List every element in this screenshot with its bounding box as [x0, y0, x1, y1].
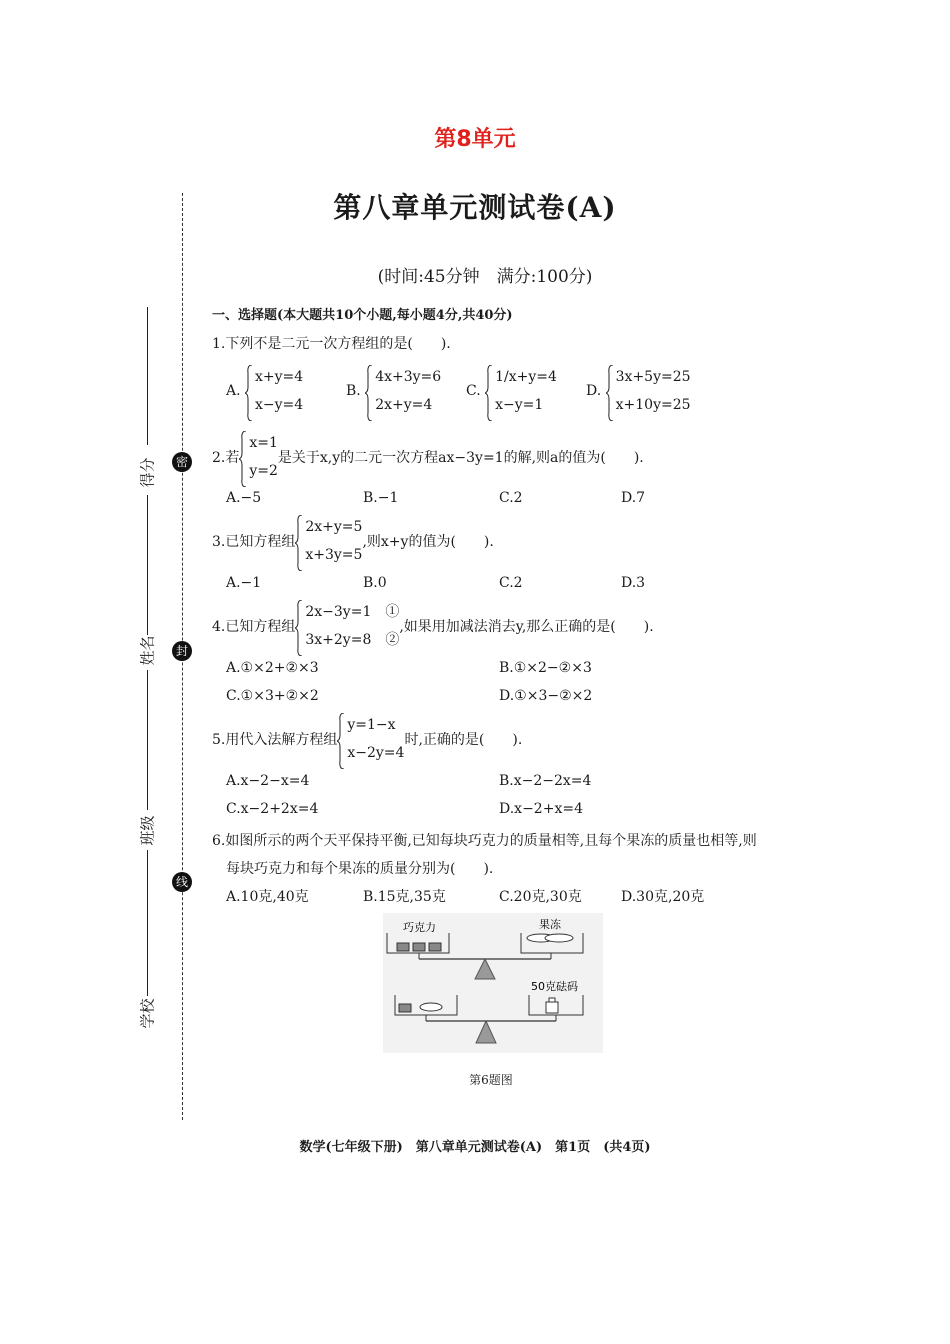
q5-prefix: 5.用代入法解方程组 — [212, 732, 338, 748]
q6-option-c: C.20克,30克 — [499, 889, 582, 905]
equation-system — [239, 429, 278, 485]
q3-option-d: D.3 — [621, 575, 646, 591]
q1-option-b — [346, 363, 441, 419]
q5-option-c: C.x−2+2x=4 — [226, 801, 319, 817]
q4-option-d: D.①×3−②×2 — [499, 688, 593, 704]
jelly — [545, 934, 573, 942]
brace-icon — [337, 713, 344, 769]
q4-option-b: B.①×2−②×3 — [499, 660, 592, 676]
weight-label: 50克砝码 — [531, 980, 578, 993]
q4-option-c: C.①×3+②×2 — [226, 688, 319, 704]
q4-suffix: ,如果用加减法消去y,那么正确的是( ). — [399, 619, 654, 635]
brace-icon — [295, 515, 302, 571]
q5-stem — [212, 711, 522, 767]
q6-option-b: B.15克,35克 — [363, 889, 446, 905]
score-line — [147, 307, 148, 445]
q5-option-a: A.x−2−x=4 — [226, 773, 310, 789]
weight-block — [546, 1002, 558, 1013]
chocolate-block — [413, 943, 425, 951]
q3-option-b: B.0 — [363, 575, 387, 591]
school-line — [147, 850, 148, 996]
equation-1: 1/x+y=4 — [495, 369, 557, 385]
q2-prefix: 2.若 — [212, 450, 240, 466]
option-letter: B. — [346, 383, 361, 399]
q1-stem: 1.下列不是二元一次方程组的是( ). — [212, 336, 451, 352]
equation-2: 3x+2y=8 ② — [305, 632, 400, 648]
equation-system — [245, 363, 303, 419]
q1-option-d — [586, 363, 691, 419]
brace-icon — [239, 431, 246, 487]
q2-option-a: A.−5 — [226, 490, 262, 506]
equation-2: x−y=1 — [495, 397, 544, 413]
equation-1: 2x−3y=1 ① — [305, 604, 400, 620]
brace-icon — [365, 365, 372, 421]
equation-system — [337, 711, 404, 767]
school-label: 学校 — [138, 998, 157, 1029]
equation-2: 2x+y=4 — [375, 397, 433, 413]
equation-1: x=1 — [249, 435, 278, 451]
equation-2: x−2y=4 — [347, 745, 405, 761]
page-subtitle: (时间:45分钟 满分:100分) — [377, 267, 593, 287]
q1-option-c — [466, 363, 557, 419]
brace-icon — [485, 365, 492, 421]
equation-1: x+y=4 — [255, 369, 304, 385]
brace-icon — [606, 365, 613, 421]
equation-system — [485, 363, 557, 419]
equation-system — [295, 513, 362, 569]
option-letter: A. — [226, 383, 241, 399]
q6-option-d: D.30克,20克 — [621, 889, 705, 905]
option-letter: D. — [586, 383, 602, 399]
q2-option-b: B.−1 — [363, 490, 399, 506]
chocolate-block — [397, 943, 409, 951]
q6-line1: 6.如图所示的两个天平保持平衡,已知每块巧克力的质量相等,且每个果冻的质量也相等,则 — [212, 833, 757, 849]
weight-knob — [549, 998, 555, 1002]
page-footer: 数学(七年级下册) 第八章单元测试卷(A) 第1页 (共4页) — [299, 1140, 651, 1155]
brace-icon — [295, 600, 302, 656]
chocolate-label: 巧克力 — [403, 921, 436, 934]
q6-line2: 每块巧克力和每个果冻的质量分别为( ). — [226, 861, 494, 877]
section-heading: 一、选择题(本大题共10个小题,每小题4分,共40分) — [212, 308, 513, 323]
q3-option-a: A.−1 — [226, 575, 262, 591]
brace-icon — [245, 365, 252, 421]
q5-option-b: B.x−2−2x=4 — [499, 773, 592, 789]
class-line — [147, 670, 148, 810]
equation-system — [295, 598, 399, 654]
equation-system — [606, 363, 691, 419]
q5-option-d: D.x−2+x=4 — [499, 801, 583, 817]
chocolate-block — [429, 943, 441, 951]
equation-1: 3x+5y=25 — [615, 369, 691, 385]
equation-2: x+10y=25 — [615, 397, 691, 413]
equation-1: 4x+3y=6 — [375, 369, 442, 385]
seal-mi: 密 — [172, 452, 192, 472]
equation-2: x−y=4 — [255, 397, 304, 413]
equation-1: y=1−x — [347, 717, 396, 733]
q2-suffix: 是关于x,y的二元一次方程ax−3y=1的解,则a的值为( ). — [277, 450, 644, 466]
jelly-label: 果冻 — [539, 918, 561, 931]
q3-suffix: ,则x+y的值为( ). — [362, 534, 494, 550]
q4-stem — [212, 598, 654, 654]
score-label: 得分 — [138, 457, 157, 488]
balance-figure — [383, 913, 603, 1053]
name-line — [147, 495, 148, 635]
page-title: 第八章单元测试卷(A) — [333, 191, 617, 224]
q3-prefix: 3.已知方程组 — [212, 534, 296, 550]
chocolate-block — [399, 1004, 411, 1012]
q4-option-a: A.①×2+②×3 — [226, 660, 319, 676]
seal-feng: 封 — [172, 641, 192, 661]
jelly — [420, 1003, 442, 1011]
unit-label: 第8单元 — [434, 127, 516, 152]
name-label: 姓名 — [138, 635, 157, 666]
equation-system — [365, 363, 441, 419]
figure-caption: 第6题图 — [469, 1073, 513, 1087]
q3-option-c: C.2 — [499, 575, 523, 591]
equation-2: x+3y=5 — [305, 547, 363, 563]
q5-suffix: 时,正确的是( ). — [404, 732, 523, 748]
q2-stem — [212, 429, 644, 485]
class-label: 班级 — [138, 815, 157, 846]
q2-option-c: C.2 — [499, 490, 523, 506]
seal-xian: 线 — [172, 872, 192, 892]
equation-1: 2x+y=5 — [305, 519, 363, 535]
option-letter: C. — [466, 383, 481, 399]
q4-prefix: 4.已知方程组 — [212, 619, 296, 635]
q6-option-a: A.10克,40克 — [226, 889, 309, 905]
equation-2: y=2 — [249, 463, 278, 479]
q2-option-d: D.7 — [621, 490, 646, 506]
q1-option-a — [226, 363, 303, 419]
q3-stem — [212, 513, 494, 569]
